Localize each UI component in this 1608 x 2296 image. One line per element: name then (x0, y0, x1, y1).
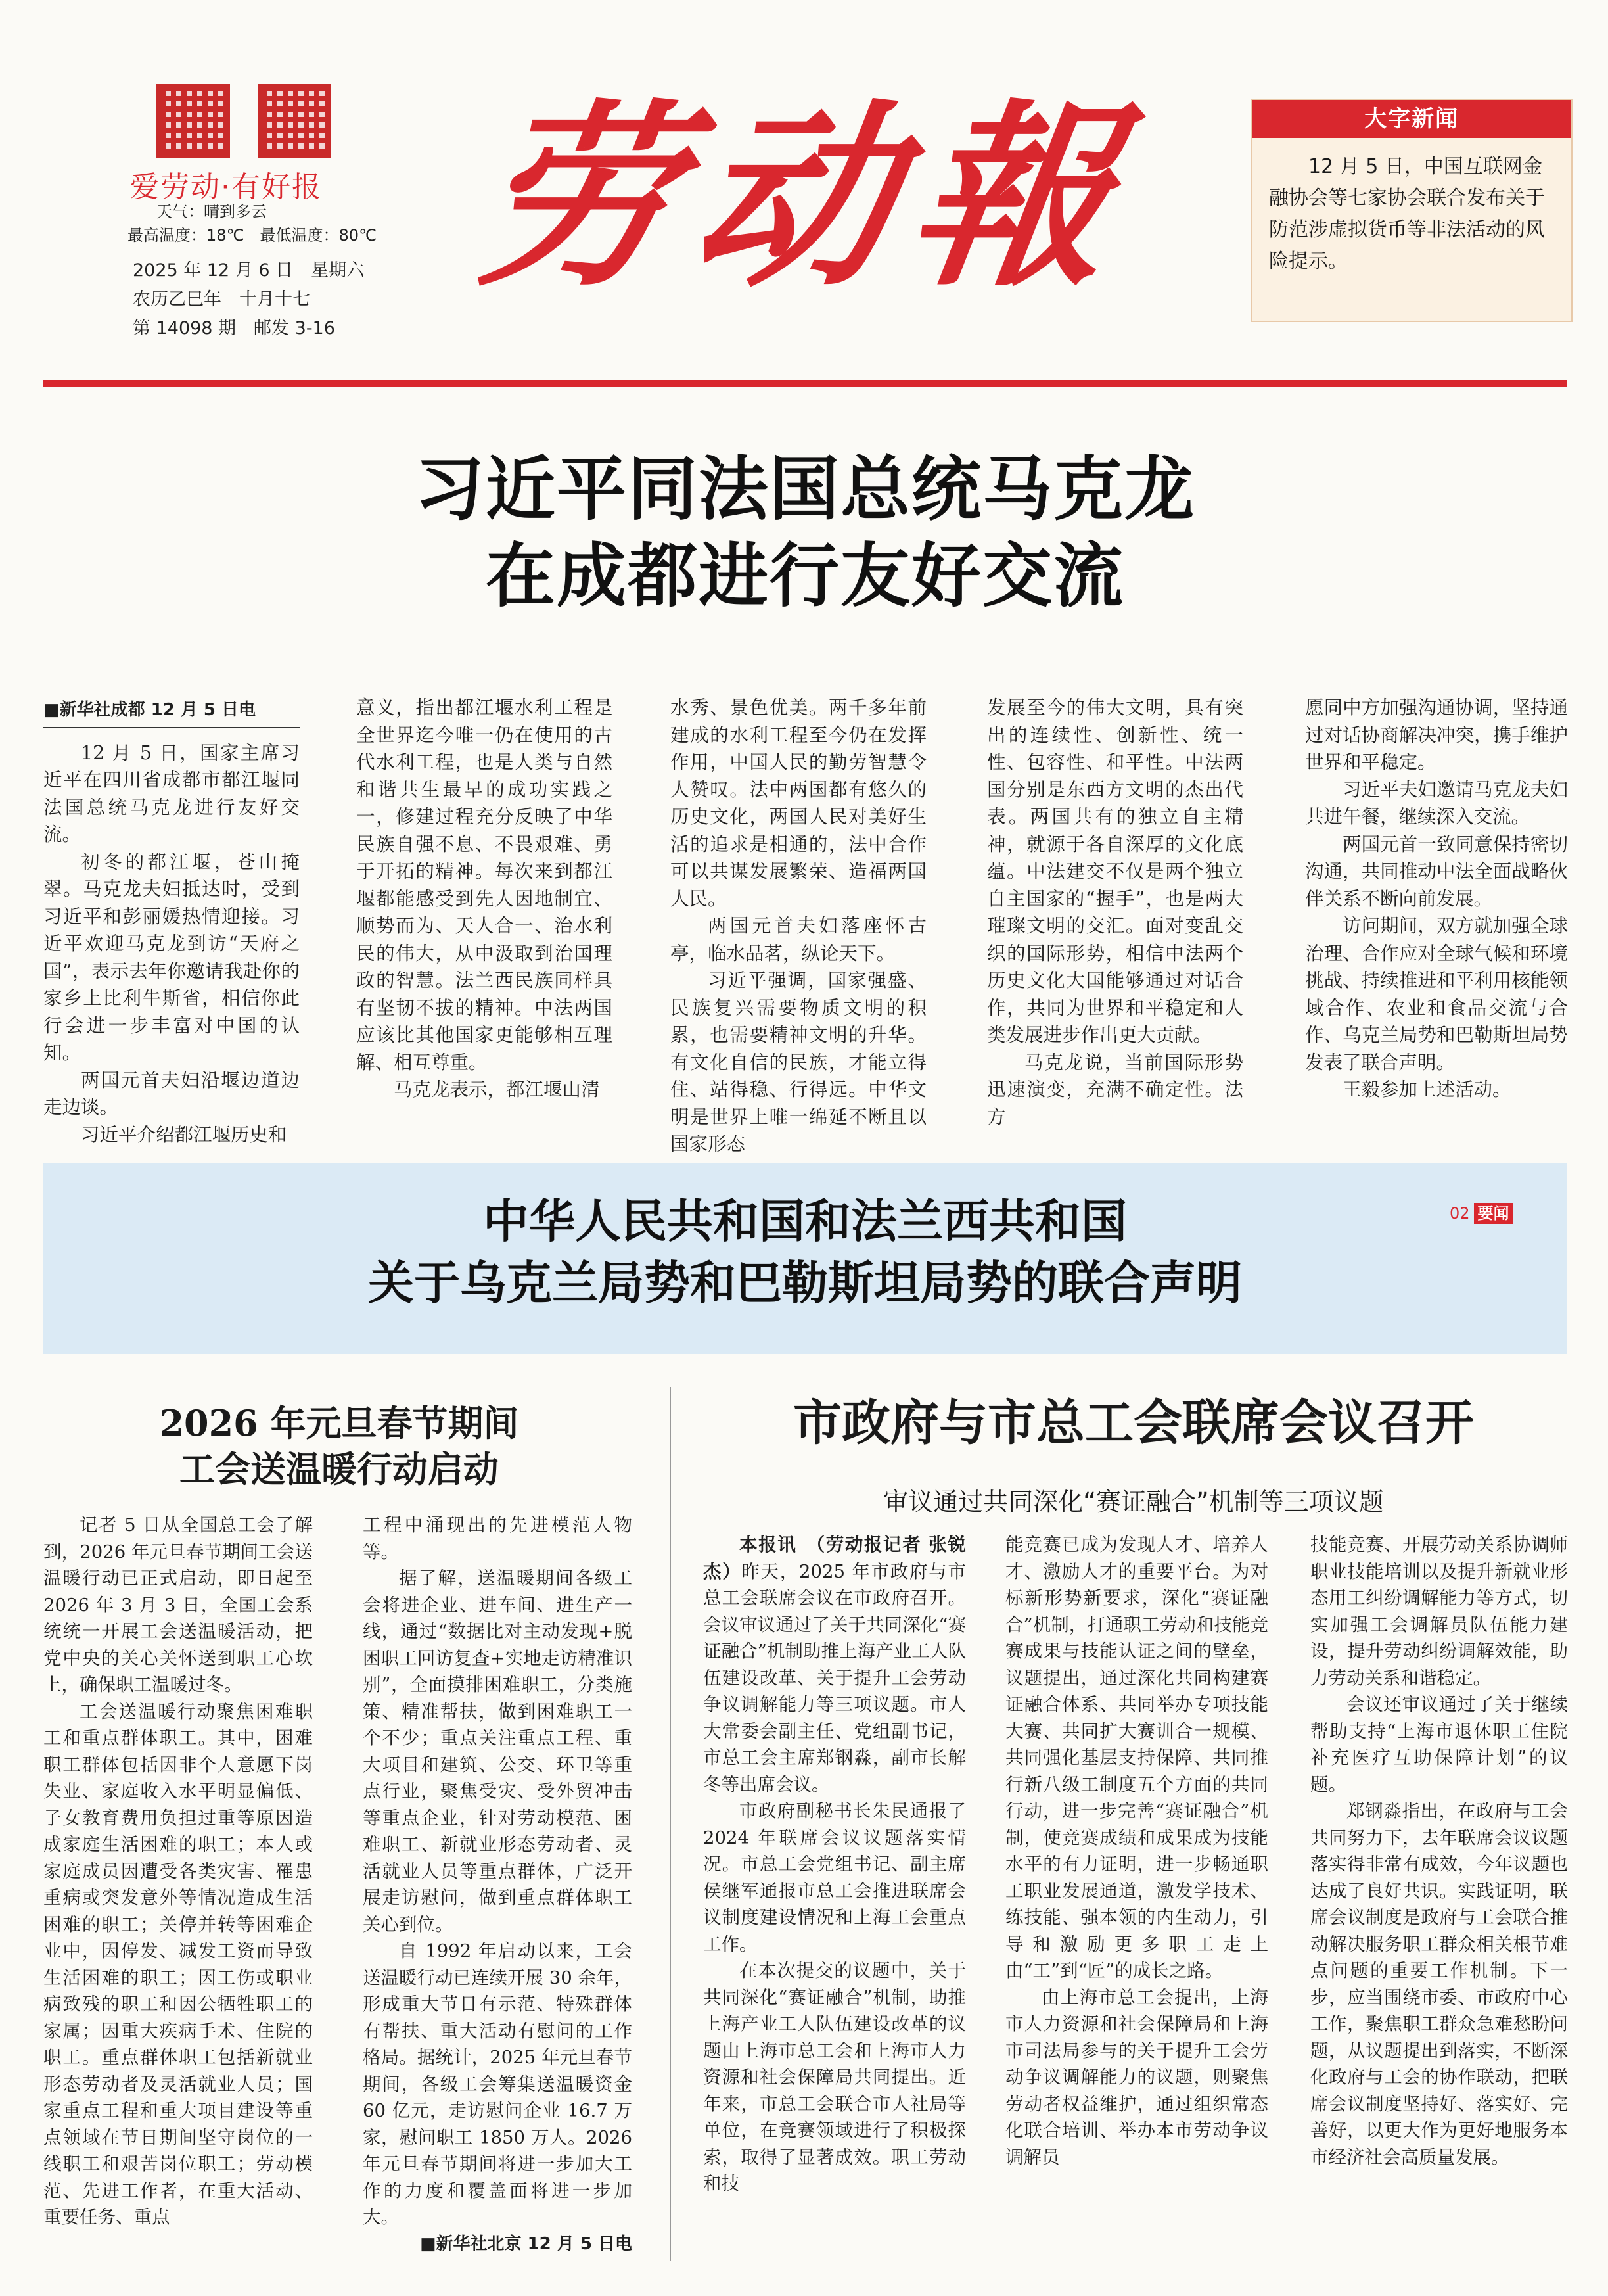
temperatures: 最高温度：18℃ 最低温度：80℃ (127, 226, 377, 245)
right-column-1 (703, 1532, 966, 2197)
lead-column-5 (1305, 694, 1568, 1104)
right-headline[interactable]: 市政府与市总工会联席会议召开 (793, 1395, 1474, 1451)
lead-dateline: ■新华社成都 12 月 5 日电 (43, 697, 300, 728)
left-headline-line2[interactable]: 工会送温暖行动启动 (179, 1448, 499, 1490)
paragraph: 两国元首夫妇沿堰边道边走边谈。 (43, 1069, 300, 1118)
paragraph: 工会送温暖行动聚焦困难职工和重点群体职工。其中，困难职工群体包括因非个人意愿下岗失业、家庭收入水平明显偏低、子女教育费用负担过重等原因造成家庭生活困难的职工；本人或家庭成员因遭受各类灾害、罹患重病或突发意外等情况造成生活困难的职工；关停并转等困难企业中，因停发、减发工资而导致生活困难的职工；因工伤或职业病致残的职工和因公牺牲职工的家属；因重大疾病手术、住院的职工。重点群体职工包括新就业形态劳动者及灵活就业人员；国家重点工程和重大项目建设等重点领域在节日期间坚守岗位的一线职工和艰苦岗位职工；劳动模范、先进工作者，在重大活动、重要任务、重点 (43, 1700, 313, 2228)
right-byline: 本报讯 （劳动报记者 张锐杰） (703, 1534, 966, 1582)
paragraph (703, 1532, 966, 1798)
paragraph: 记者 5 日从全国总工会了解到，2026 年元旦春节期间工会送温暖行动已正式启动，即日起至 2026 年 3 月 3 日，全国工会系统统一开展工会送温暖活动，把党中央的关心关怀送到职工心坎上，确保职工温暖过冬。 (43, 1514, 313, 1695)
slogan: 爱劳动·有好报 (130, 170, 322, 204)
paragraph: 市政府副秘书长朱民通报了 2024 年联席会议议题落实情况。市总工会党组书记、副主席侯继军通报市总工会推进联席会议制度建设情况和上海工会重点工作。 (703, 1800, 966, 1955)
left-story-source: ■新华社北京 12 月 5 日电 (419, 2234, 632, 2254)
paragraph: 初冬的都江堰，苍山掩翠。马克龙夫妇抵达时，受到习近平和彭丽媛热情迎接。习近平欢迎马克龙到访“天府之国”，表示去年你邀请我赴你的家乡上比利牛斯省，相信你此行会进一步丰富对中国的认知。 (43, 851, 300, 1064)
paragraph: 郑钢淼指出，在政府与工会共同努力下，去年联席会议议题落实得非常有成效，今年议题也达成了良好共识。实践证明，联席会议制度是政府与工会联合推动解决服务职工群众相关根节难点问题的重要工作机制。下一步，应当围绕市委、市政府中心工作，聚焦职工群众急难愁盼问题，从议题提出到落实，不断深化政府与工会的协作联动，把联席会议制度坚持好、落实好、完善好，以更大作为更好地服务本市经济社会高质量发展。 (1310, 1800, 1568, 2168)
left-column-1 (43, 1512, 313, 2231)
band-title-line1: 中华人民共和国和法兰西共和国 (483, 1194, 1127, 1248)
issue-number: 第 14098 期 邮发 3-16 (133, 318, 335, 339)
lead-column-3 (670, 694, 927, 1158)
joint-statement-band[interactable] (43, 1163, 1567, 1354)
paragraph: 两国元首夫妇落座怀古亭，临水品茗，纵论天下。 (670, 915, 927, 964)
band-title-line2: 关于乌克兰局势和巴勒斯坦局势的联合声明 (368, 1255, 1242, 1310)
page-number: 02 (1450, 1204, 1470, 1223)
paragraph: 发展至今的伟大文明，具有突出的连续性、创新性、统一性、包容性、和平性。中法两国分别是东西方文明的杰出代表。两国共有的独立自主精神，就源于各自深厚的文化底蕴。中法建交不仅是两个独立自主国家的“握手”，也是两大璀璨文明的交汇。面对变乱交织的国际形势，相信中法两个历史文化大国能够通过对话合作，共同为世界和平稳定和人类发展进步作出更大贡献。 (987, 697, 1243, 1046)
masthead-rule (43, 380, 1567, 387)
column-divider (670, 1387, 671, 2261)
section-tag[interactable] (1450, 1200, 1513, 1223)
paragraph: 意义，指出都江堰水利工程是全世界迄今唯一仍在使用的古代水利工程，也是人类与自然和谐共生最早的成功实践之一，修建过程充分反映了中华民族自强不息、不畏艰难、勇于开拓的精神。每次来到都江堰都能感受到先人因地制宜、顺势而为、天人合一、治水利民的伟大，从中汲取到治国理政的智慧。法兰西民族同样具有坚韧不拔的精神。中法两国应该比其他国家更能够相互理解、相互尊重。 (356, 697, 612, 1073)
big-news-text: 12 月 5 日，中国互联网金融协会等七家协会联合发布关于防范涉虚拟货币等非法活动的风险提示。 (1269, 155, 1545, 273)
section-label: 要闻 (1474, 1203, 1513, 1224)
weather: 天气：晴到多云 (156, 202, 267, 221)
paragraph: 习近平介绍都江堰历史和 (81, 1123, 287, 1146)
paragraph: 习近平夫妇邀请马克龙夫妇共进午餐，继续深入交流。 (1305, 778, 1568, 828)
paragraph: 12 月 5 日，国家主席习近平在四川省成都市都江堰同法国总统马克龙进行友好交流。 (43, 741, 300, 845)
paragraph: 在本次提交的议题中，关于共同深化“赛证融合”机制，助推上海产业工人队伍建设改革的议题由上海市总工会和上海市人力资源和社会保障局共同提出。近年来，市总工会联合市人社局等单位，在竞赛领域进行了积极探索，取得了显著成效。职工劳动和技 (703, 1960, 966, 2194)
qr-code-left[interactable] (156, 84, 230, 158)
paragraph: 据了解，送温暖期间各级工会将进企业、进车间、进生产一线，通过“数据比对主动发现+脱困职工回访复查+实地走访精准识别”，全面摸排困难职工，分类施策、精准帮扶，做到困难职工一个不少；重点关注重点工程、重大项目和建筑、公交、环卫等重点行业，聚焦受灾、受外贸冲击等重点企业，针对劳动模范、困难职工、新就业形态劳动者、灵活就业人员等重点群体，广泛开展走访慰问，做到重点群体职工关心到位。 (363, 1568, 632, 1935)
issue-date: 2025 年 12 月 6 日 星期六 (133, 260, 365, 281)
right-subheadline: 审议通过共同深化“赛证融合”机制等三项议题 (883, 1488, 1384, 1516)
paragraph: 会议还审议通过了关于继续帮助支持“上海市退休职工住院补充医疗互助保障计划”的议题。 (1310, 1694, 1568, 1795)
paragraph: 愿同中方加强沟通协调，坚持通过对话协商解决冲突，携手维护世界和平稳定。 (1305, 697, 1568, 773)
left-headline-line1[interactable]: 2026 年元旦春节期间 (159, 1402, 519, 1444)
paragraph: 水秀、景色优美。两千多年前建成的水利工程至今仍在发挥作用，中国人民的勤劳智慧令人赞叹。法中两国都有悠久的历史文化，两国人民对美好生活的追求是相通的，法中合作可以共谋发展繁荣、造福两国人民。 (670, 697, 927, 910)
paragraph: 能竞赛已成为发现人才、培养人才、激励人才的重要平台。为对标新形势新要求，深化“赛证融合”机制，打通职工劳动和技能竞赛成果与技能认证之间的壁垒，议题提出，通过深化共同构建赛证融合体系、共同举办专项技能大赛、共同扩大赛训合一规模、共同强化基层支持保障、共同推行新八级工制度五个方面的共同行动，进一步完善“赛证融合”机制，使竞赛成绩和成果成为技能水平的有力证明，进一步畅通职工职业发展通道，激发学技术、练技能、强本领的内生动力，引导和激励更多职工走上由“工”到“匠”的成长之路。 (1005, 1534, 1268, 1981)
lead-column-1 (43, 697, 300, 1148)
paragraph: 习近平强调，国家强盛、民族复兴需要物质文明的积累，也需要精神文明的升华。有文化自信的民族，才能立得住、站得稳、行得远。中华文明是世界上唯一绵延不断且以国家形态 (670, 970, 927, 1155)
lead-headline-line2[interactable]: 在成都进行友好交流 (486, 536, 1124, 617)
right-column-2 (1005, 1532, 1268, 2170)
left-column-2 (363, 1512, 632, 2257)
paragraph: 自 1992 年启动以来，工会送温暖行动已连续开展 30 余年，形成重大节日有示范、特殊群体有帮扶、重大活动有慰问的工作格局。据统计，2025 年元旦春节期间，各级工会筹集送温暖资金 60 亿元，走访慰问企业 16.7 万家，慰问职工 1850 万人。2026 年元旦春节期间将进一步加大工作的力度和覆盖面将进一步加大。 (363, 1940, 632, 2228)
newspaper-logo: 劳动報 (463, 81, 1147, 313)
paragraph: 马克龙表示，都江堰山清 (394, 1079, 600, 1100)
paragraph: 两国元首一致同意保持密切沟通，共同推动中法全面战略伙伴关系不断向前发展。 (1305, 833, 1568, 910)
big-news-box (1251, 99, 1573, 322)
paragraph-text: 昨天，2025 年市政府与市总工会联席会议在市政府召开。会议审议通过了关于共同深化“赛证融合”机制助推上海产业工人队伍建设改革、关于提升工会劳动争议调解能力等三项议题。市人大常委会副主任、党组副书记，市总工会主席郑钢淼，副市长解冬等出席会议。 (703, 1560, 967, 1795)
right-column-3 (1310, 1532, 1568, 2170)
paragraph: 由上海市总工会提出，上海市人力资源和社会保障局和上海市司法局参与的关于提升工会劳动争议调解能力的议题，则聚焦劳动者权益维护，通过组织常态化联合培训、举办本市劳动争议调解员 (1005, 1986, 1268, 2168)
paragraph: 王毅参加上述活动。 (1343, 1079, 1511, 1100)
lunar-date: 农历乙巳年 十月十七 (133, 289, 310, 310)
paragraph: 技能竞赛、开展劳动关系协调师职业技能培训以及提升新就业形态用工纠纷调解能力等方式，切实加强工会调解员队伍能力建设，提升劳动纠纷调解效能，助力劳动关系和谐稳定。 (1310, 1534, 1568, 1689)
paragraph: 访问期间，双方就加强全球治理、合作应对全球气候和环境挑战、持续推进和平利用核能领域合作、农业和食品交流与合作、乌克兰局势和巴勒斯坦局势发表了联合声明。 (1305, 915, 1568, 1073)
big-news-label: 大字新闻 (1252, 100, 1571, 138)
paragraph: 马克龙说，当前国际形势迅速演变，充满不确定性。法方 (987, 1051, 1243, 1128)
lead-column-4 (987, 694, 1243, 1131)
paragraph: 工程中涌现出的先进模范人物等。 (363, 1514, 632, 1562)
lead-column-2 (356, 694, 612, 1104)
qr-code-right[interactable] (258, 84, 331, 158)
lead-headline-line1[interactable]: 习近平同法国总统马克龙 (415, 449, 1195, 530)
